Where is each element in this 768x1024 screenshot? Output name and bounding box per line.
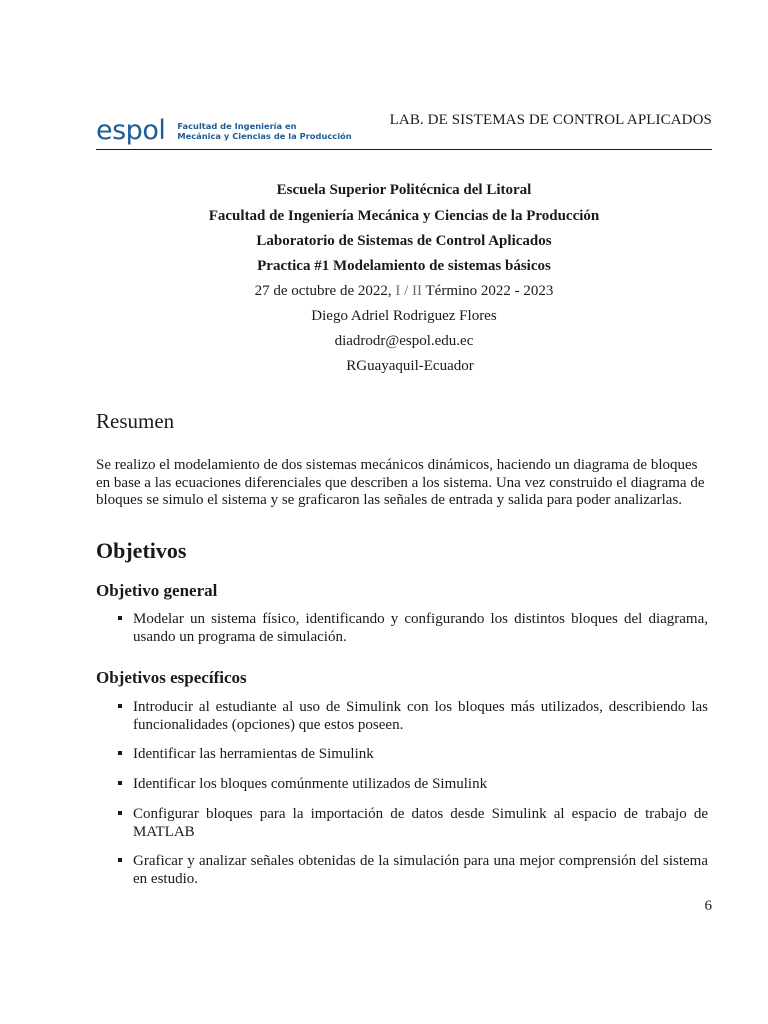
logo-line-2: Mecánica y Ciencias de la Producción (177, 131, 352, 141)
page-number: 6 (704, 898, 712, 914)
logo-line-1: Facultad de Ingeniería en (177, 121, 297, 131)
list-item (118, 745, 708, 763)
bullet-icon (118, 751, 122, 755)
practice-title: Practica #1 Modelamiento de sistemas básicos (257, 258, 551, 274)
bullet-icon (118, 781, 122, 785)
list-item-text: Introducir al estudiante al uso de Simulink con los bloques más utilizados, describiendo las funcionalidades (opciones) que estos poseen. (133, 699, 708, 733)
list-item-text: Configurar bloques para la importación de datos desde Simulink al espacio de trabajo de MATLAB (133, 806, 708, 840)
espol-logo (96, 112, 352, 148)
header-lab-title: LAB. DE SISTEMAS DE CONTROL APLICADOS (389, 112, 712, 128)
list-item-text: Modelar un sistema físico, identificando y configurando los distintos bloques del diagrama, usando un programa de simulación. (133, 611, 708, 645)
author-name: Diego Adriel Rodriguez Flores (311, 308, 497, 324)
list-item (118, 805, 708, 841)
resumen-heading: Resumen (96, 409, 175, 433)
term-text: Término 2022 - 2023 (422, 283, 554, 299)
list-item (118, 775, 708, 793)
list-item-text: Identificar las herramientas de Simulink (133, 746, 374, 762)
objetivos-especificos-heading: Objetivos específicos (96, 668, 247, 687)
objetivo-general-heading: Objetivo general (96, 581, 218, 600)
date-text: 27 de octubre de 2022, (254, 283, 396, 299)
header-divider (96, 149, 712, 150)
faculty-name: Facultad de Ingeniería Mecánica y Ciencias de la Producción (208, 208, 600, 224)
location: RGuayaquil-Ecuador (346, 358, 474, 374)
bullet-icon (118, 704, 122, 708)
lab-name: Laboratorio de Sistemas de Control Aplicados (256, 233, 552, 249)
author-email: diadrodr@espol.edu.ec (334, 333, 474, 349)
logo-wordmark: espol (96, 114, 166, 146)
school-name: Escuela Superior Politécnica del Litoral (276, 182, 532, 198)
logo-faculty-text (177, 121, 351, 141)
term-code: I / II (395, 283, 423, 299)
list-item (118, 852, 708, 888)
date-term-line (96, 283, 712, 300)
list-item-text: Graficar y analizar señales obtenidas de la simulación para una mejor comprensión del sistema en estudio. (133, 853, 708, 887)
bullet-icon (118, 811, 122, 815)
list-item (118, 610, 708, 646)
list-item-text: Identificar los bloques comúnmente utilizados de Simulink (133, 776, 488, 792)
bullet-icon (118, 616, 122, 620)
bullet-icon (118, 858, 122, 862)
list-item (118, 698, 708, 734)
objetivos-heading: Objetivos (96, 538, 187, 563)
resumen-paragraph: Se realizo el modelamiento de dos sistemas mecánicos dinámicos, haciendo un diagrama de bloques en base a las ecuaciones diferenciales que describen a los sistema. Una vez construido el diagrama de bloques se simulo el sistema y se graficaron las señales de entrada y salida para poder analizarlas. (96, 457, 705, 508)
